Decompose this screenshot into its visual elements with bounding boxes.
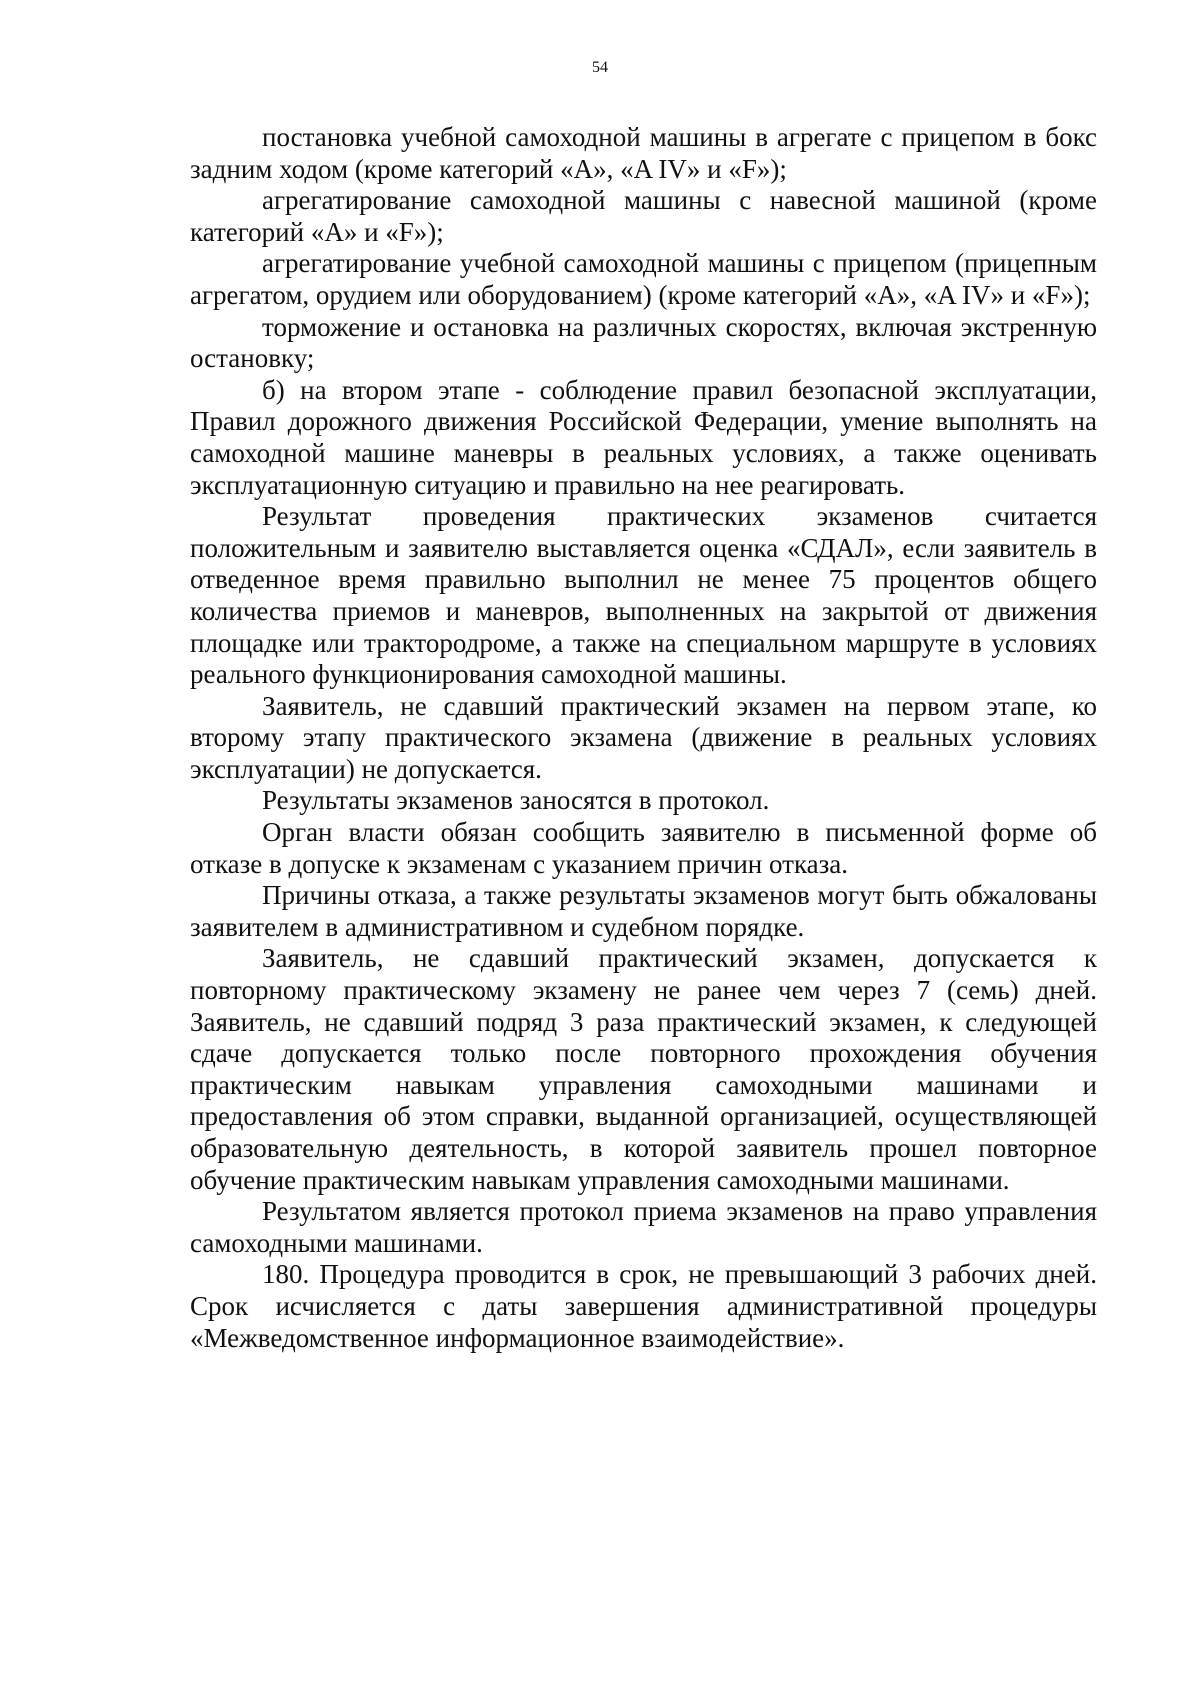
paragraph-mounted-machine: агрегатирование самоходной машины с навесной машиной (кроме категорий «A» и «F»); [190, 185, 1097, 247]
page-number: 54 [592, 59, 608, 76]
paragraph-trailer-coupling: агрегатирование учебной самоходной машины с прицепом (прицепным агрегатом, орудием или оборудованием) (кроме категорий «A», «A IV» и «F»); [190, 248, 1097, 310]
paragraph-stage-admission: Заявитель, не сдавший практический экзамен на первом этапе, ко второму этапу практического экзамена (движение в реальных условиях эксплуатации) не допускается. [190, 690, 1097, 784]
paragraph-180: 180. Процедура проводится в срок, не превышающий 3 рабочих дней. Срок исчисляется с даты завершения административной процедуры «Межведомственное информационное взаимодействие». [190, 1259, 1097, 1353]
paragraph-appeal: Причины отказа, а также результаты экзаменов могут быть обжалованы заявителем в административном и судебном порядке. [190, 880, 1097, 942]
paragraph-reverse-parking: постановка учебной самоходной машины в агрегате с прицепом в бокс задним ходом (кроме категорий «A», «A IV» и «F»); [190, 122, 1097, 184]
paragraph-refusal-notice: Орган власти обязан сообщить заявителю в письменной форме об отказе в допуске к экзаменам с указанием причин отказа. [190, 817, 1097, 879]
paragraph-result-criteria: Результат проведения практических экзаменов считается положительным и заявителю выставляется оценка «СДАЛ», если заявитель в отведенное время правильно выполнил не менее 75 процентов общего количества приемов и маневров, выполненных на закрытой от движения площадке или трактородроме, а также на специальном маршруте в условиях реального функционирования самоходной машины. [190, 501, 1097, 690]
paragraph-second-stage: б) на втором этапе - соблюдение правил безопасной эксплуатации, Правил дорожного движения Российской Федерации, умение выполнять на самоходной машине маневры в реальных условиях, а также оценивать эксплуатационную ситуацию и правильно на нее реагировать. [190, 374, 1097, 500]
paragraph-retake: Заявитель, не сдавший практический экзамен, допускается к повторному практическому экзамену не ранее чем через 7 (семь) дней. Заявитель, не сдавший подряд 3 раза практический экзамен, к следующей сдаче допускается только после повторного прохождения обучения практическим навыкам управления самоходными машинами и предоставления об этом справки, выданной организацией, осуществляющей образовательную деятельность, в которой заявитель прошел повторное обучение практическим навыкам управления самоходными машинами. [190, 943, 1097, 1195]
paragraph-protocol: Результаты экзаменов заносятся в протокол. [262, 785, 770, 816]
document-body [190, 122, 1097, 1354]
paragraph-braking: торможение и остановка на различных скоростях, включая экстренную остановку; [190, 311, 1097, 374]
paragraph-outcome: Результатом является протокол приема экзаменов на право управления самоходными машинами. [190, 1196, 1097, 1258]
